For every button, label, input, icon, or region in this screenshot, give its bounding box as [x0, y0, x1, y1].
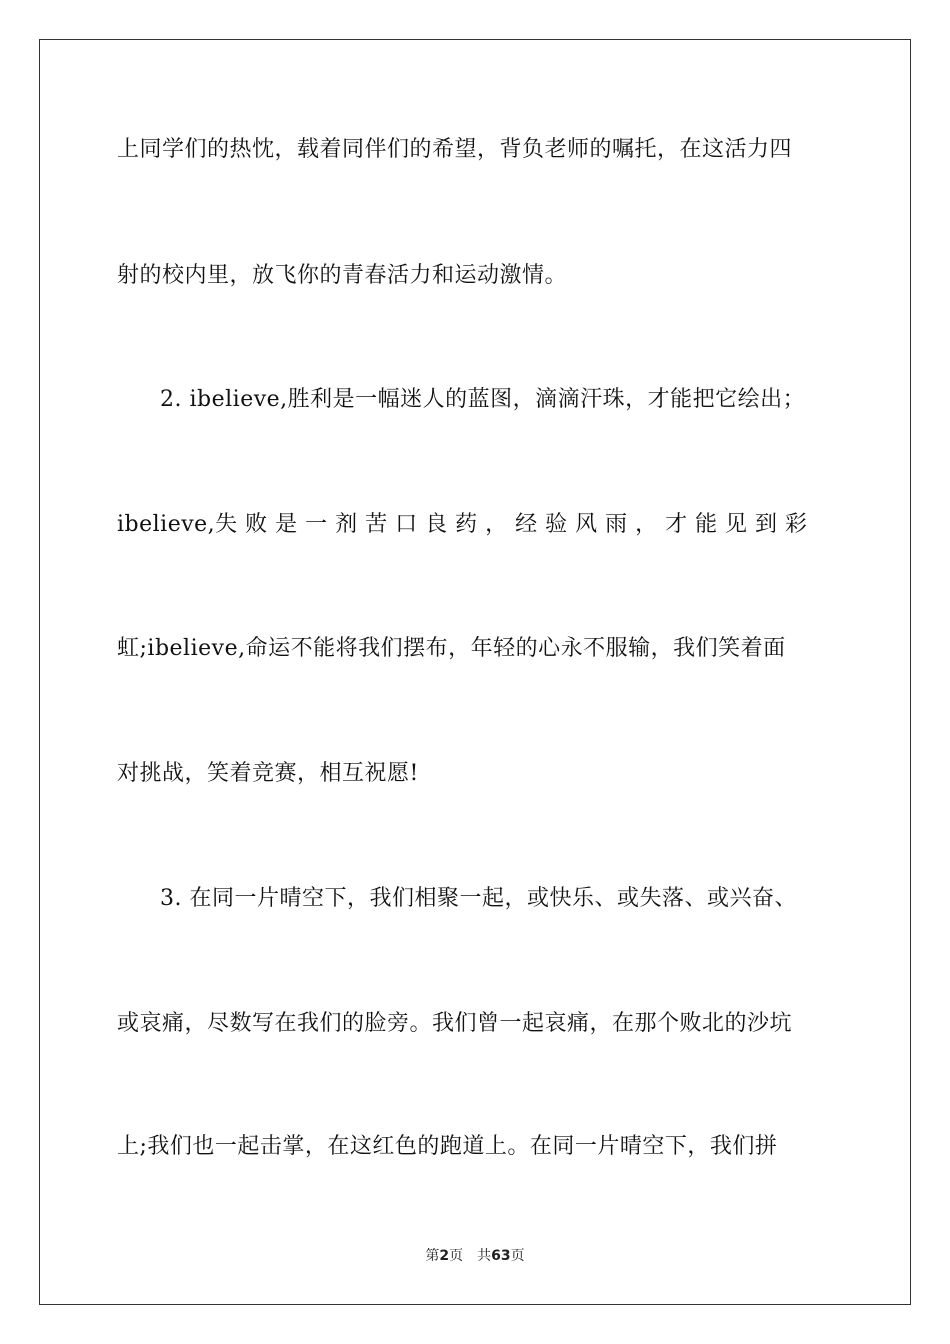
page-footer	[0, 1247, 950, 1265]
text-line-9: 上;我们也一起击掌，在这红色的跑道上。在同一片晴空下，我们拼	[117, 1134, 778, 1159]
text-line-4: ibelieve,失 败 是 一 剂 苦 口 良 药 ， 经 验 风 雨 ， 才 能 见 到 彩	[117, 512, 808, 537]
page-number: 2	[439, 1248, 450, 1264]
page-prefix: 第	[425, 1248, 440, 1264]
text-line-1: 上同学们的热忱，载着同伴们的希望，背负老师的嘱托，在这活力四	[117, 137, 793, 162]
total-prefix: 共	[477, 1248, 492, 1264]
text-line-8: 或哀痛，尽数写在我们的脸旁。我们曾一起哀痛，在那个败北的沙坑	[117, 1011, 793, 1036]
text-line-7: 3. 在同一片晴空下，我们相聚一起，或快乐、或失落、或兴奋、	[160, 886, 797, 911]
page-suffix: 页	[449, 1248, 464, 1264]
text-line-3: 2. ibelieve,胜利是一幅迷人的蓝图，滴滴汗珠，才能把它绘出；	[160, 387, 806, 412]
total-suffix: 页	[510, 1248, 525, 1264]
text-line-5: 虹;ibelieve,命运不能将我们摆布，年轻的心永不服输，我们笑着面	[117, 636, 786, 661]
total-pages: 63	[491, 1248, 511, 1264]
text-line-6: 对挑战，笑着竞赛，相互祝愿!	[117, 761, 419, 786]
text-line-2: 射的校内里，放飞你的青春活力和运动激情。	[117, 263, 568, 288]
page-border	[39, 39, 911, 1305]
